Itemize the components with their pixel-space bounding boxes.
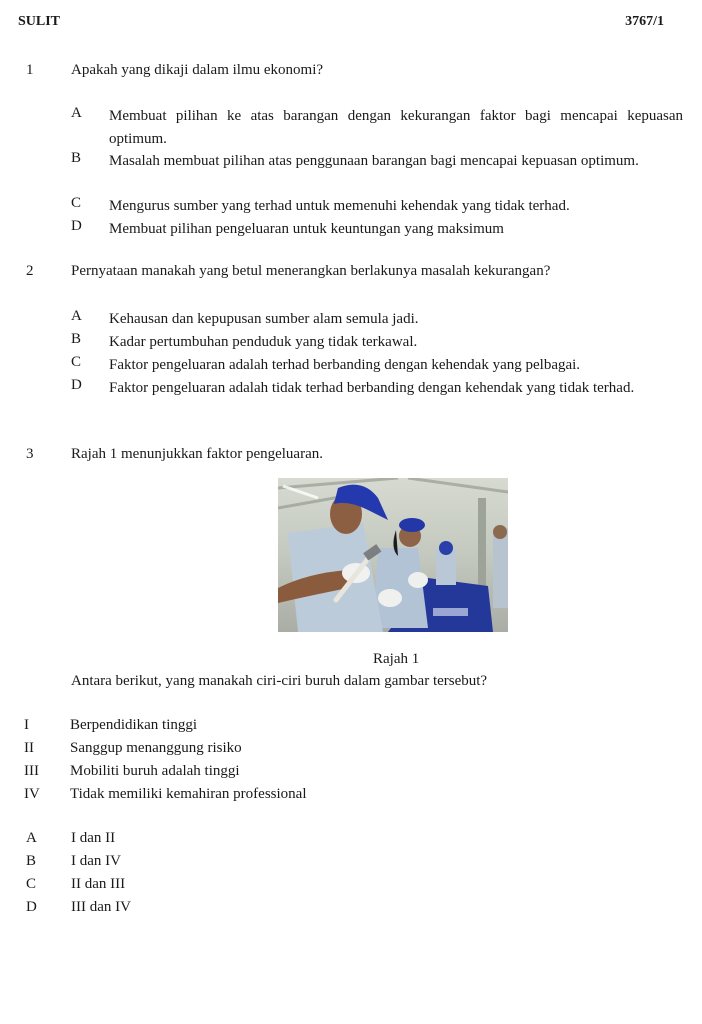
worker-back-cap	[439, 541, 453, 555]
option-text: Faktor pengeluaran adalah terhad berbanding dengan kehendak yang pelbagai.	[109, 357, 581, 373]
option-b[interactable]	[71, 150, 683, 196]
statement-label: II	[24, 740, 34, 756]
option-text: Membuat pilihan ke atas barangan dengan kekurangan faktor bagi mencapai kepuasan optimum.	[109, 108, 683, 147]
option-text: Membuat pilihan pengeluaran untuk keuntungan yang maksimum	[109, 221, 504, 237]
header-paper-code: 3767/1	[625, 14, 664, 29]
statement-label: III	[24, 763, 39, 779]
statement-label: IV	[24, 786, 40, 802]
figure-caption: Rajah 1	[373, 651, 420, 667]
option-text: I dan II	[71, 830, 116, 846]
option-label: A	[71, 308, 82, 324]
option-label: D	[71, 377, 82, 393]
option-a[interactable]	[71, 308, 683, 331]
option-label: A	[71, 105, 82, 121]
option-label: C	[71, 195, 82, 211]
option-text: Masalah membuat pilihan atas penggunaan barangan bagi mencapai kepuasan optimum.	[109, 153, 639, 169]
worker-right-head	[493, 525, 507, 539]
option-text: Faktor pengeluaran adalah tidak terhad berbanding dengan kehendak yang tidak terhad.	[109, 380, 635, 396]
figure-factory-workers-photo	[278, 478, 508, 632]
option-c[interactable]	[71, 195, 683, 218]
option-d[interactable]	[71, 218, 683, 241]
question-text: Pernyataan manakah yang betul menerangkan berlakunya masalah kekurangan?	[71, 263, 551, 279]
option-label: B	[71, 331, 82, 347]
option-text: II dan III	[71, 876, 126, 892]
option-b[interactable]	[71, 331, 683, 354]
question-text: Apakah yang dikaji dalam ilmu ekonomi?	[71, 62, 324, 78]
worker-front-glove-2	[378, 589, 402, 607]
option-text: Kadar pertumbuhan penduduk yang tidak terkawal.	[109, 334, 418, 350]
worker-back	[436, 550, 456, 585]
option-label: A	[26, 830, 37, 846]
option-d[interactable]	[71, 377, 683, 423]
option-label: B	[26, 853, 37, 869]
option-text: Kehausan dan kepupusan sumber alam semula jadi.	[109, 311, 419, 327]
photo-illustration	[278, 478, 508, 632]
statement-text: Berpendidikan tinggi	[70, 717, 198, 733]
option-label: C	[26, 876, 37, 892]
question-number: 2	[26, 263, 34, 279]
option-a[interactable]	[71, 105, 683, 151]
question-text: Rajah 1 menunjukkan faktor pengeluaran.	[71, 446, 323, 462]
question-number: 1	[26, 62, 34, 78]
option-label: D	[26, 899, 37, 915]
question-prompt: Antara berikut, yang manakah ciri-ciri buruh dalam gambar tersebut?	[71, 673, 488, 689]
option-c[interactable]	[71, 354, 683, 377]
header-label-sulit: SULIT	[18, 14, 61, 29]
option-text: I dan IV	[71, 853, 121, 869]
worker-right	[493, 528, 508, 608]
statement-text: Tidak memiliki kemahiran professional	[70, 786, 307, 802]
bench-label	[433, 608, 468, 616]
worker-middle-glove	[408, 572, 428, 588]
question-number: 3	[26, 446, 34, 462]
option-label: D	[71, 218, 82, 234]
statement-label: I	[24, 717, 29, 733]
option-label: C	[71, 354, 82, 370]
worker-middle-cap	[399, 518, 425, 532]
statement-text: Mobiliti buruh adalah tinggi	[70, 763, 240, 779]
option-text: III dan IV	[71, 899, 131, 915]
option-label: B	[71, 150, 82, 166]
statement-text: Sanggup menanggung risiko	[70, 740, 242, 756]
option-text: Mengurus sumber yang terhad untuk memenuhi kehendak yang tidak terhad.	[109, 198, 570, 214]
